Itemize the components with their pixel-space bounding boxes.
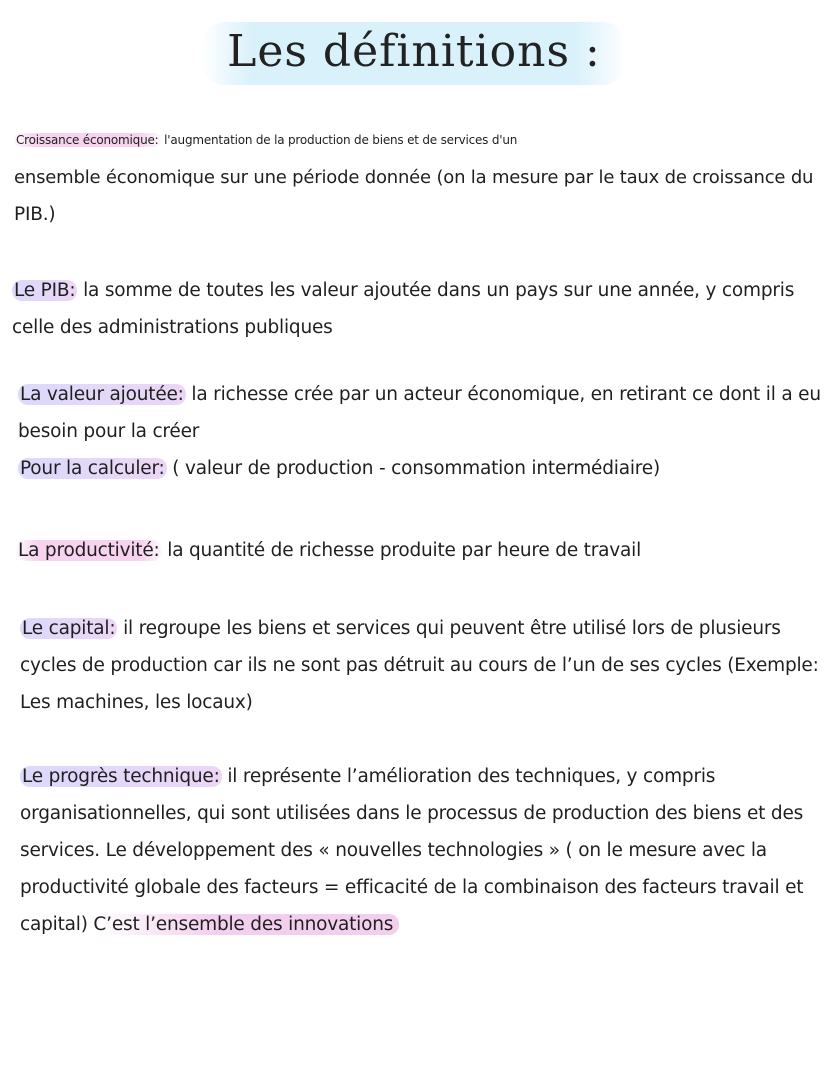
definition-line: ensemble économique sur une période donnée (on la mesure par le taux de croissance du	[14, 167, 814, 188]
definition-text: il représente l’amélioration des techniques, y compris	[221, 766, 716, 787]
definition-line	[12, 272, 794, 309]
definition-highlight: C’est l’ensemble des innovations	[93, 914, 399, 935]
definition-productivite	[16, 532, 641, 569]
definition-term: Le progrès technique:	[22, 766, 220, 787]
definition-text: l'augmentation de la production de biens et de services d'un	[160, 133, 518, 147]
definition-pib	[12, 272, 794, 346]
definition-text: la richesse crée par un acteur économique, en retirant ce dont il a eu	[185, 384, 821, 405]
definition-valeur-ajoutee	[18, 376, 821, 487]
definition-croissance	[14, 122, 813, 233]
definition-line: celle des administrations publiques	[12, 317, 333, 338]
definition-text: la quantité de richesse produite par heure de travail	[161, 540, 642, 561]
definition-subterm: Pour la calculer:	[20, 458, 165, 479]
definition-subtext: ( valeur de production - consommation intermédiaire)	[166, 458, 660, 479]
definition-capital	[20, 610, 819, 721]
definition-term: Le capital:	[22, 618, 116, 639]
definition-line: services. Le développement des « nouvelles technologies » ( on le mesure avec la	[20, 840, 767, 861]
definition-line	[20, 758, 803, 795]
definition-line	[14, 122, 813, 159]
definition-text: la somme de toutes les valeur ajoutée dans un pays sur une année, y compris	[77, 280, 795, 301]
definition-term: La valeur ajoutée:	[20, 384, 184, 405]
definition-line	[20, 610, 819, 647]
definition-line: besoin pour la créer	[18, 421, 200, 442]
definition-text: capital)	[20, 914, 94, 935]
definition-line	[18, 376, 821, 413]
definition-term: Le PIB:	[14, 280, 76, 301]
definition-line	[16, 532, 641, 569]
definition-term: Croissance économique:	[16, 133, 159, 147]
definition-line	[20, 906, 803, 943]
definition-progres-technique	[20, 758, 803, 943]
definition-line: PIB.)	[14, 204, 56, 225]
definition-term: La productivité:	[18, 540, 160, 561]
definition-line: Les machines, les locaux)	[20, 692, 253, 713]
definition-text: il regroupe les biens et services qui peuvent être utilisé lors de plusieurs	[117, 618, 781, 639]
definition-line: productivité globale des facteurs = efficacité de la combinaison des facteurs travail et	[20, 877, 804, 898]
title-container	[0, 22, 828, 85]
definition-line: cycles de production car ils ne sont pas détruit au cours de l’un de ses cycles (Exemple:	[20, 655, 819, 676]
definition-line: organisationnelles, qui sont utilisées dans le processus de production des biens et des	[20, 803, 804, 824]
definition-line	[18, 450, 821, 487]
page-title: Les définitions :	[201, 22, 627, 85]
